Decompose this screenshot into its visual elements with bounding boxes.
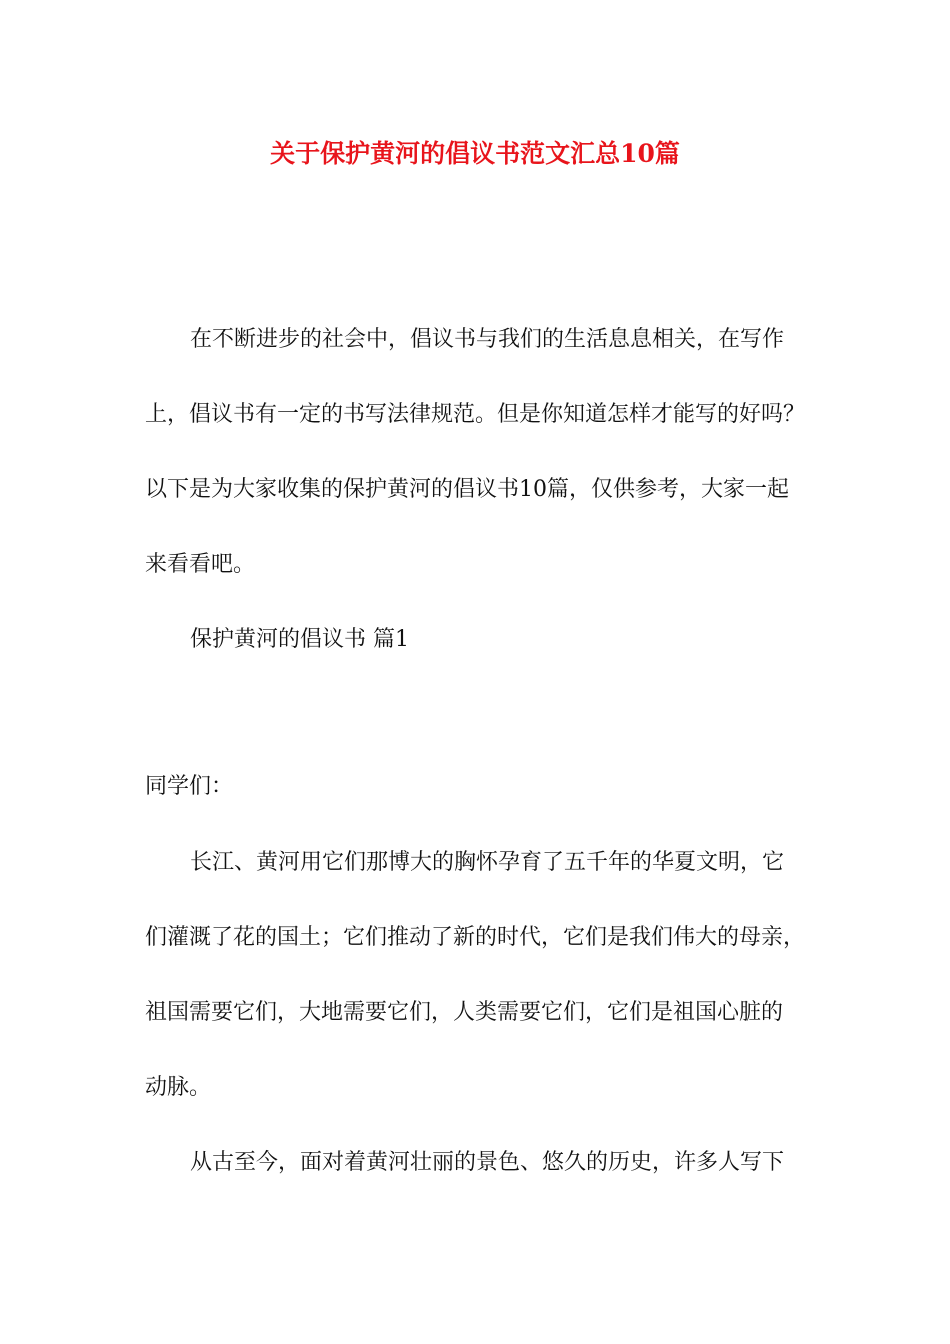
section-heading: 保护黄河的倡议书 篇1 [190, 627, 409, 652]
intro-line-1: 在不断进步的社会中，倡议书与我们的生活息息相关，在写作 [190, 327, 785, 352]
document-title: 关于保护黄河的倡议书范文汇总10篇 [270, 139, 680, 168]
paragraph1-line-2: 们灌溉了花的国土；它们推动了新的时代，它们是我们伟大的母亲， [145, 925, 806, 950]
intro-line-2: 上，倡议书有一定的书写法律规范。但是你知道怎样才能写的好吗？ [145, 402, 806, 427]
intro-line-3: 以下是为大家收集的保护黄河的倡议书10篇，仅供参考，大家一起 [145, 477, 789, 502]
paragraph1-line-1: 长江、黄河用它们那博大的胸怀孕育了五千年的华夏文明，它 [190, 850, 785, 875]
paragraph1-line-4: 动脉。 [145, 1075, 212, 1100]
paragraph1-line-3: 祖国需要它们，大地需要它们，人类需要它们，它们是祖国心脏的 [145, 1000, 784, 1025]
intro-line-4: 来看看吧。 [145, 552, 256, 577]
paragraph2-line-1: 从古至今，面对着黄河壮丽的景色、悠久的历史，许多人写下 [190, 1150, 785, 1175]
salutation: 同学们： [145, 774, 234, 799]
